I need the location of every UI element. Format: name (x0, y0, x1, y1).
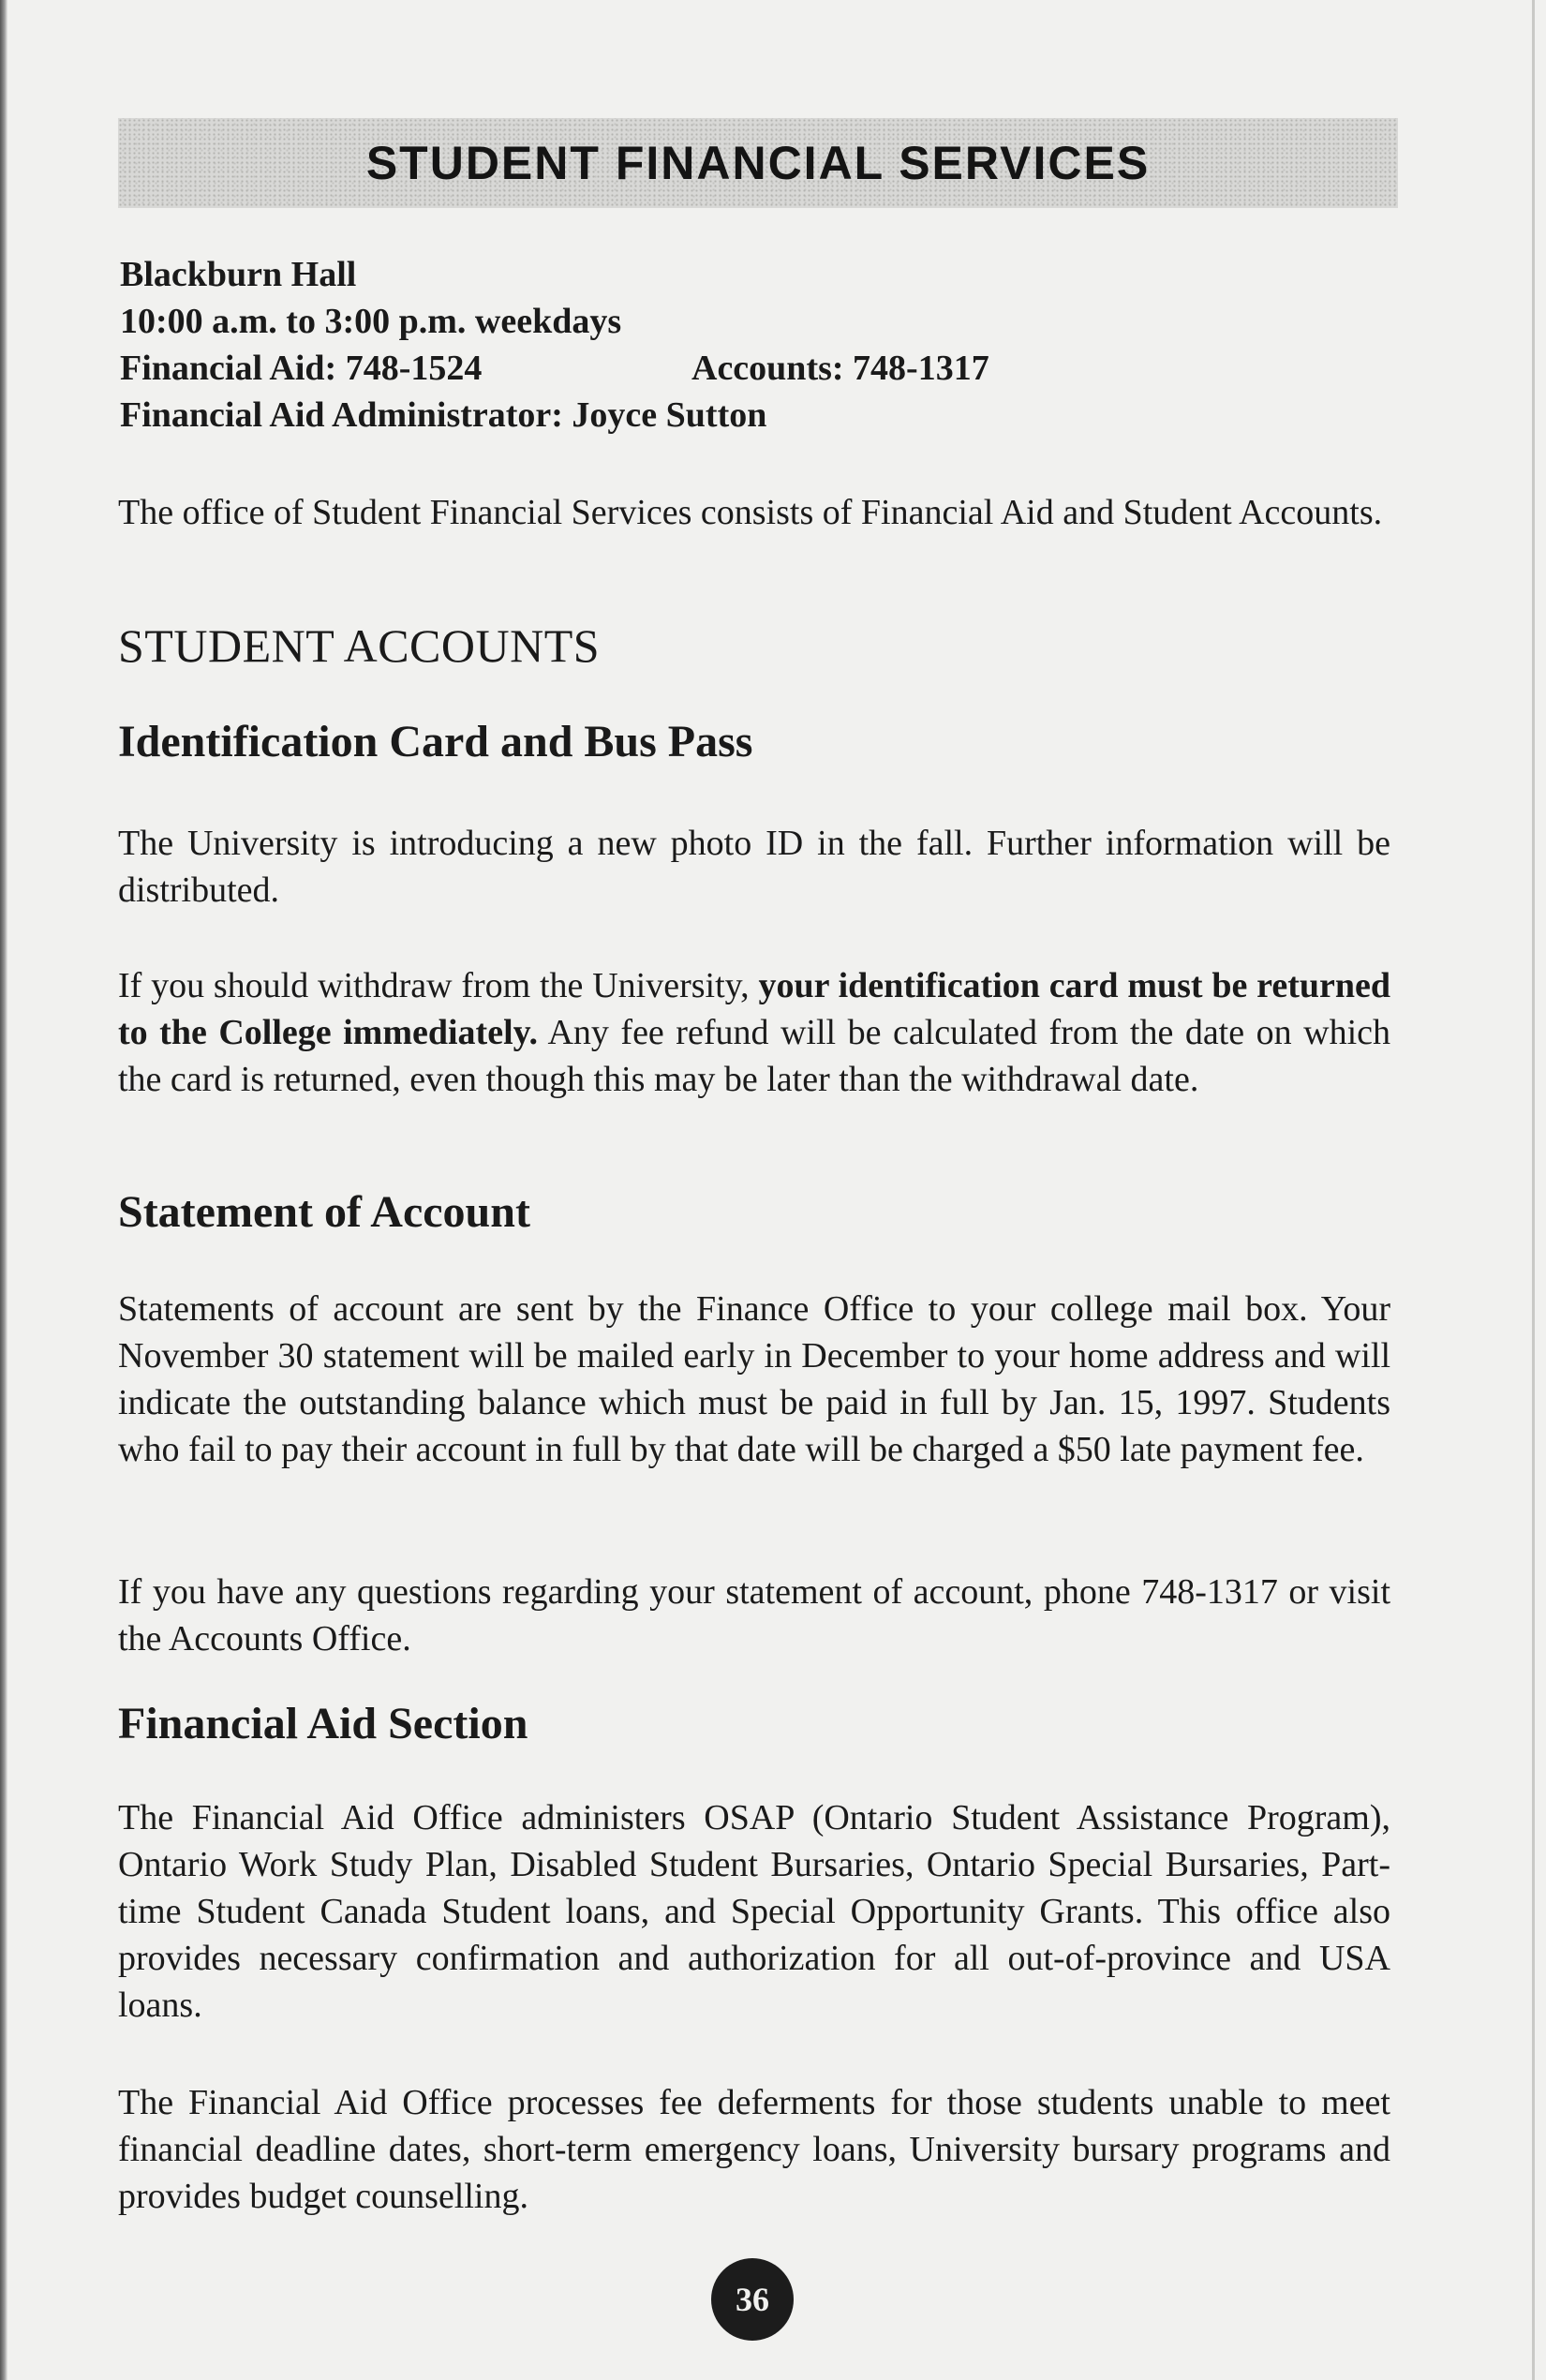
accounts-phone: Accounts: 748-1317 (691, 349, 989, 388)
id-card-paragraph-2 (118, 962, 1390, 1103)
student-accounts-heading: STUDENT ACCOUNTS (118, 619, 601, 672)
financial-aid-paragraph-1: The Financial Aid Office administers OSAP (Ontario Student Assistance Program), Ontario Work Study Plan, Disabled Student Bursaries, Ontario Special Bursaries, Part-time Student Canada Student loans, and Special Opportunity Grants. This office also provides necessary confirmation and authorization for all out-of-province and USA loans. (118, 1798, 1390, 2025)
id-card-heading: Identification Card and Bus Pass (118, 717, 753, 766)
statement-heading: Statement of Account (118, 1187, 530, 1237)
office-location: Blackburn Hall (120, 255, 357, 294)
page-number-badge: 36 (711, 2258, 794, 2341)
phone-row (120, 345, 989, 392)
section-banner (118, 118, 1398, 208)
office-hours: 10:00 a.m. to 3:00 p.m. weekdays (120, 302, 622, 341)
statement-paragraph-2: If you have any questions regarding your statement of account, phone 748-1317 or visit the Accounts Office. (118, 1572, 1390, 1659)
id-card-paragraph-2-rest: Any fee refund will be calculated from the date on which the card is returned, even though this may be later than the withdrawal date. (118, 1013, 1390, 1099)
id-card-paragraph-2-lead: If you should withdraw from the University, (118, 966, 759, 1005)
id-card-return-notice: your identification card must be returned to the College immediately. (118, 966, 1390, 1052)
intro-paragraph: The office of Student Financial Services consists of Financial Aid and Student Accounts. (118, 493, 1383, 532)
financial-aid-paragraph-2: The Financial Aid Office processes fee deferments for those students unable to meet financial deadline dates, short-term emergency loans, University bursary programs and provides budget counselling. (118, 2083, 1390, 2216)
financial-aid-heading: Financial Aid Section (118, 1699, 528, 1748)
office-info (120, 251, 989, 439)
page-edge-right (1532, 0, 1535, 2380)
id-card-paragraph-1: The University is introducing a new photo ID in the fall. Further information will be distributed. (118, 824, 1390, 910)
financial-aid-phone: Financial Aid: 748-1524 (120, 349, 483, 388)
statement-paragraph-1: Statements of account are sent by the Finance Office to your college mail box. Your November 30 statement will be mailed early in December to your home address and will indicate the outstanding balance which must be paid in full by Jan. 15, 1997. Students who fail to pay their account in full by that date will be charged a $50 late payment fee. (118, 1289, 1390, 1469)
page-edge-left (0, 0, 7, 2380)
banner-title: STUDENT FINANCIAL SERVICES (365, 137, 1151, 189)
administrator: Financial Aid Administrator: Joyce Sutton (120, 395, 767, 435)
